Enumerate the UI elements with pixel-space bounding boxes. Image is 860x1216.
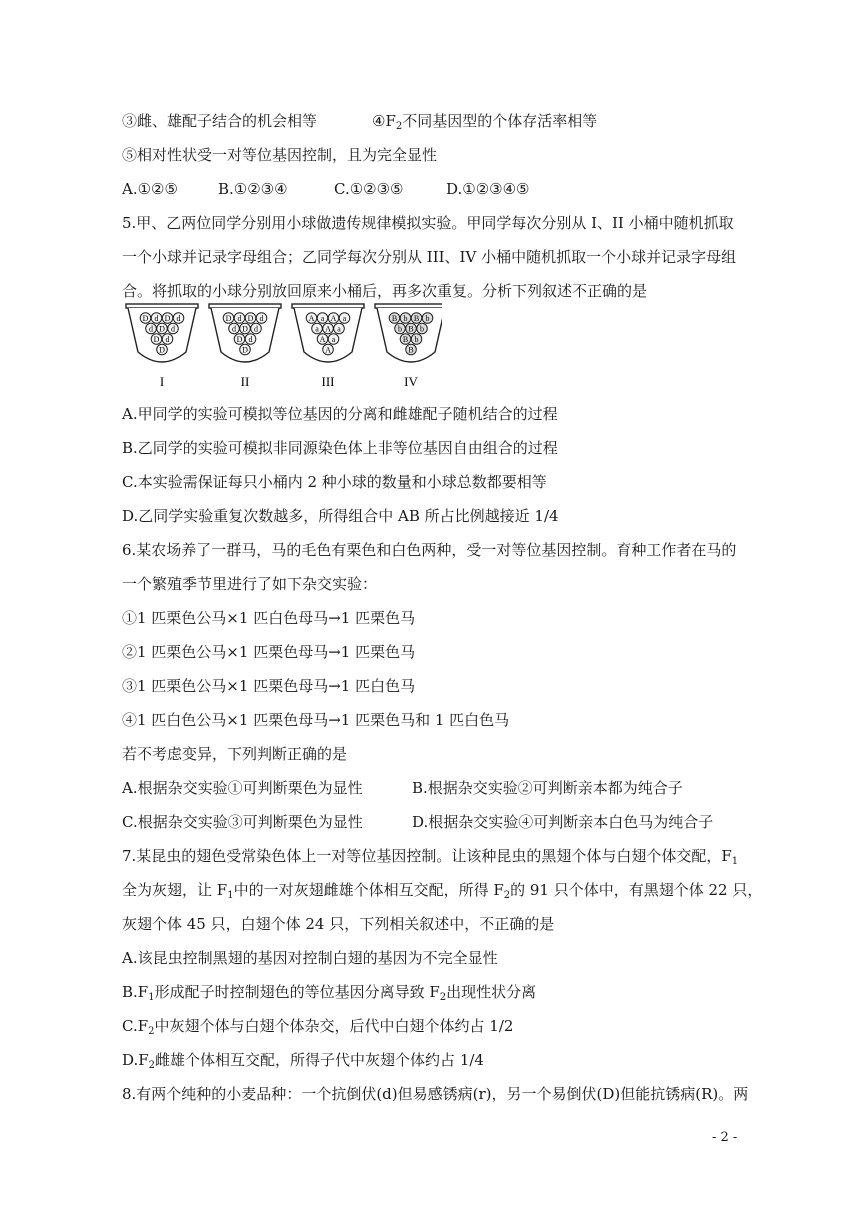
- ball-letter: d: [165, 335, 170, 344]
- q7-stem-line-2-sub1: 1: [227, 890, 234, 901]
- ball-letter: A: [325, 324, 331, 334]
- q7-option-c: [122, 1016, 513, 1036]
- ball-letter: d: [154, 314, 159, 323]
- q6-stem-line-1: 6.某农场养了一群马，马的毛色有栗色和白色两种，受一对等位基因控制。育种工作者在马的: [122, 541, 737, 559]
- q7-option-b: [122, 982, 536, 1002]
- q6-cross-2: ②1 匹栗色公马×1 匹栗色母马→1 匹栗色马: [122, 643, 416, 661]
- q6-option-b: B.根据杂交实验②可判断亲本都为纯合子: [412, 779, 683, 797]
- ball-letter: A: [308, 314, 315, 323]
- ball-letter: D: [242, 324, 248, 334]
- page-number: - 2 -: [712, 1130, 738, 1145]
- q8-stem-line-1: 8.有两个纯种的小麦品种：一个抗倒伏(d)但易感锈病(r)，另一个易倒伏(D)但能抗锈病(R)。两: [122, 1085, 749, 1103]
- q6-cross-3: ③1 匹栗色公马×1 匹栗色母马→1 匹白色马: [122, 677, 416, 695]
- ball-letter: b: [398, 324, 402, 334]
- q7-option-d-b: 雌雄个体相互交配，所得子代中灰翅个体约占 1/4: [155, 1051, 484, 1069]
- q7-stem-line-2-b: 中的一对灰翅雌雄个体相互交配，所得 F: [233, 881, 504, 899]
- q7-stem-line-3: 灰翅个体 45 只，白翅个体 24 只，下列相关叙述中，不正确的是: [122, 915, 555, 933]
- ball-letter: b: [425, 314, 430, 323]
- q7-stem-line-2-c: 的 91 只个体中，有黑翅个体 22 只，: [510, 881, 763, 899]
- ball-letter: A: [325, 345, 331, 355]
- ball-letter: D: [247, 314, 254, 323]
- q4-option-4-post: 不同基因型的个体存活率相等: [402, 112, 598, 130]
- q6-cross-4: ④1 匹白色公马×1 匹栗色母马→1 匹栗色马和 1 匹白色马: [122, 711, 510, 729]
- q7-stem-line-2: [122, 880, 762, 900]
- ball-letter: B: [402, 335, 409, 344]
- bucket-2: [209, 304, 281, 388]
- ball-letter: D: [164, 314, 171, 323]
- q7-stem-line-2-a: 全为灰翅，让 F: [122, 881, 228, 899]
- bucket-label: IV: [404, 374, 418, 388]
- ball-letter: D: [159, 324, 165, 334]
- q6-question: 若不考虑变异，下列判断正确的是: [122, 745, 348, 763]
- q4-choice-d: D.①②③④⑤: [446, 180, 530, 198]
- ball-letter: B: [413, 314, 420, 323]
- q7-stem-line-1: [122, 846, 738, 866]
- q5-stem-line-3: 合。将抓取的小球分别放回原来小桶后，再多次重复。分析下列叙述不正确的是: [122, 282, 648, 300]
- ball-letter: b: [414, 335, 419, 344]
- ball-letter: d: [237, 314, 242, 323]
- q7-option-d-sub: 2: [148, 1060, 156, 1071]
- q5-stem-line-2: 一个小球并记录字母组合；乙同学每次分别从 III、IV 小桶中随机抓取一个小球并记录字母组: [122, 248, 737, 266]
- bucket-1: [126, 304, 198, 388]
- q4-choice-a: A.①②⑤: [122, 180, 178, 198]
- q5-option-d: D.乙同学实验重复次数越多，所得组合中 AB 所占比例越接近 1/4: [122, 507, 559, 525]
- q4-option-4-pre: ④F: [372, 112, 396, 130]
- bucket-figure: [122, 302, 442, 388]
- bucket-4: [375, 304, 442, 388]
- q4-option-4-sub: 2: [395, 121, 403, 132]
- q7-option-b-c: 出现性状分离: [446, 983, 537, 1001]
- ball-letter: D: [142, 314, 149, 323]
- ball-letter: B: [408, 324, 414, 334]
- ball-letter: D: [153, 335, 160, 344]
- q4-option-3: ③雌、雄配子结合的机会相等: [122, 112, 318, 130]
- q7-option-a: A.该昆虫控制黑翅的基因对控制白翅的基因为不完全显性: [122, 949, 498, 967]
- q7-stem-line-1-sub: 1: [731, 856, 739, 867]
- ball-letter: B: [408, 345, 414, 355]
- q5-option-b: B.乙同学的实验可模拟非同源染色体上非等位基因自由组合的过程: [122, 439, 558, 457]
- q6-cross-1: ①1 匹栗色公马×1 匹白色母马→1 匹栗色马: [122, 609, 416, 627]
- q4-choice-c: C.①②③⑤: [334, 180, 404, 198]
- ball-letter: b: [420, 324, 424, 334]
- q7-stem-line-1-text: 7.某昆虫的翅色受常染色体上一对等位基因控制。让该种昆虫的黑翅个体与白翅个体交配，F: [122, 847, 732, 865]
- bucket-rim: [292, 304, 364, 308]
- ball-letter: D: [225, 314, 232, 323]
- q7-option-d-a: D.F: [122, 1051, 149, 1069]
- q6-stem-line-2: 一个繁殖季节里进行了如下杂交实验：: [122, 575, 378, 593]
- bucket-label: I: [159, 374, 165, 388]
- bucket-label: III: [321, 374, 335, 388]
- q7-option-b-a: B.F: [122, 983, 149, 1001]
- q7-option-c-a: C.F: [122, 1017, 149, 1035]
- q5-stem-line-1: 5.甲、乙两位同学分别用小球做遗传规律模拟实验。甲同学每次分别从 I、II 小桶中随机抓取: [122, 214, 734, 232]
- ball-letter: b: [403, 314, 408, 323]
- ball-letter: a: [315, 324, 319, 334]
- ball-letter: A: [319, 335, 326, 344]
- ball-letter: d: [254, 324, 258, 334]
- ball-letter: a: [337, 324, 341, 334]
- q5-option-c: C.本实验需保证每只小桶内 2 种小球的数量和小球总数都要相等: [122, 473, 547, 491]
- q5-option-a: A.甲同学的实验可模拟等位基因的分离和雌雄配子随机结合的过程: [122, 405, 558, 423]
- q7-option-c-sub: 2: [148, 1026, 155, 1037]
- q4-option-4: [372, 111, 597, 131]
- q7-stem-line-2-sub2: 2: [503, 890, 511, 901]
- ball-letter: D: [242, 345, 248, 355]
- q7-option-b-sub1: 1: [148, 992, 155, 1003]
- bucket-rim: [126, 304, 198, 308]
- q6-option-a: A.根据杂交实验①可判断栗色为显性: [122, 779, 363, 797]
- ball-letter: d: [176, 314, 181, 323]
- bucket-rim: [375, 304, 442, 308]
- ball-letter: A: [330, 314, 337, 323]
- bucket-rim: [209, 304, 281, 308]
- q4-choice-b: B.①②③④: [218, 180, 288, 198]
- ball-letter: B: [391, 314, 398, 323]
- bucket-label: II: [240, 374, 250, 388]
- ball-letter: d: [259, 314, 264, 323]
- q4-option-5: ⑤相对性状受一对等位基因控制，且为完全显性: [122, 146, 438, 164]
- q7-option-d: [122, 1050, 484, 1070]
- ball-letter: a: [320, 314, 325, 323]
- ball-letter: d: [149, 324, 153, 334]
- ball-letter: a: [331, 335, 336, 344]
- ball-letter: D: [159, 345, 165, 355]
- q6-option-c: C.根据杂交实验③可判断栗色为显性: [122, 813, 363, 831]
- ball-letter: D: [236, 335, 243, 344]
- bucket-3: [292, 304, 364, 388]
- ball-letter: d: [248, 335, 253, 344]
- q7-option-b-sub2: 2: [439, 992, 447, 1003]
- q7-option-c-b: 中灰翅个体与白翅个体杂交，后代中白翅个体约占 1/2: [154, 1017, 514, 1035]
- ball-letter: a: [342, 314, 347, 323]
- ball-letter: d: [232, 324, 236, 334]
- q7-option-b-b: 形成配子时控制翅色的等位基因分离导致 F: [154, 983, 440, 1001]
- ball-letter: d: [171, 324, 175, 334]
- q6-option-d: D.根据杂交实验④可判断亲本白色马为纯合子: [412, 813, 714, 831]
